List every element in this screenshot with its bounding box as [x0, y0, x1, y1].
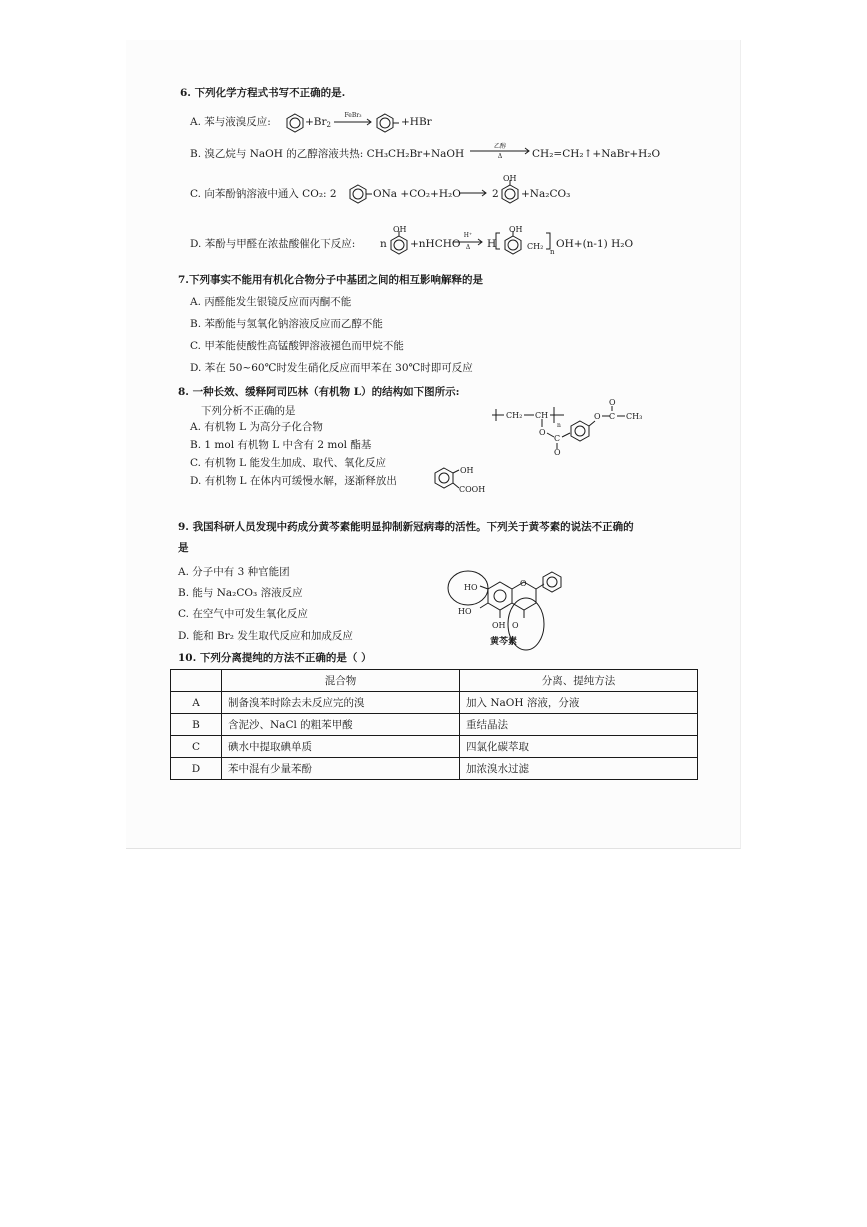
- q6-a-catalyst: FeBr₃: [344, 112, 362, 119]
- q6-stem: 6. 下列化学方程式书写不正确的是.: [180, 87, 346, 99]
- q6-b-arrow: [469, 141, 531, 163]
- struct-ho-1: HO: [464, 583, 478, 592]
- phenol-ring-icon: [389, 231, 411, 257]
- q6-a-reagent: $+Br_2$: [305, 116, 332, 129]
- struct-ch3: CH₃: [626, 412, 643, 421]
- phenol-ring-icon: [500, 180, 522, 206]
- table-cell: 重结晶法: [460, 714, 698, 736]
- struct-c2: C: [609, 412, 616, 421]
- q7-option-d: D. 苯在 50~60℃时发生硝化反应而甲苯在 30℃时即可反应: [190, 362, 473, 374]
- struct-cooh: COOH: [459, 485, 486, 494]
- q7-option-c: C. 甲苯能使酸性高锰酸钾溶液褪色而甲烷不能: [190, 340, 404, 352]
- q6-b-arrow-below: Δ: [497, 153, 503, 160]
- q8-option-c: C. 有机物 L 能发生加成、取代、氧化反应: [190, 457, 386, 469]
- q6-c-mid: ONa +CO₂+H₂O: [373, 188, 461, 200]
- table-cell: 四氯化碳萃取: [460, 736, 698, 758]
- table-cell: A: [171, 692, 222, 714]
- q6-d-oh2: OH: [509, 225, 523, 234]
- table-cell: 加浓溴水过滤: [460, 758, 698, 780]
- q7-option-b: B. 苯酚能与氢氧化钠溶液反应而乙醇不能: [190, 318, 383, 330]
- q6-d-prefix: D. 苯酚与甲醛在浓盐酸催化下反应:: [190, 238, 356, 250]
- struct-ring-o: O: [520, 579, 527, 588]
- q9-option-d: D. 能和 Br₂ 发生取代反应和加成反应: [178, 630, 353, 642]
- table-cell: 碘水中提取碘单质: [222, 736, 460, 758]
- q6-d-arrow: [452, 232, 484, 254]
- table-cell: C: [171, 736, 222, 758]
- q8-option-b: B. 1 mol 有机物 L 中含有 2 mol 酯基: [190, 439, 372, 451]
- q8-option-a: A. 有机物 L 为高分子化合物: [190, 421, 323, 433]
- q10-table: [170, 669, 698, 780]
- table-cell: 含泥沙、NaCl 的粗苯甲酸: [222, 714, 460, 736]
- q6-c-arrow: [458, 183, 488, 199]
- q6-a-product: +HBr: [401, 116, 432, 128]
- table-row: [171, 758, 698, 780]
- table-row: [171, 736, 698, 758]
- q8-sub-stem: 下列分析不正确的是: [201, 405, 296, 417]
- struct-ch: CH: [535, 411, 549, 420]
- struct-name: 黄芩素: [490, 637, 518, 647]
- q6-a-arrow: [333, 112, 373, 128]
- struct-c1: C: [554, 434, 561, 443]
- baicalein-structure: [442, 562, 572, 654]
- q6-d-h: H: [487, 238, 497, 250]
- struct-o4: O: [609, 398, 616, 407]
- salicylic-acid-structure: [432, 464, 492, 496]
- table-header-row: [171, 670, 698, 692]
- q9-stem-line2: 是: [178, 542, 189, 554]
- struct-oh: OH: [492, 621, 506, 630]
- q7-option-a: A. 丙醛能发生银镜反应而丙酮不能: [190, 296, 352, 308]
- q6-d-nsub: n: [550, 248, 555, 256]
- table-cell: 苯中混有少量苯酚: [222, 758, 460, 780]
- benzene-ring-icon: [348, 184, 374, 204]
- q6-c-product: +Na₂CO₃: [521, 188, 571, 200]
- q6-d-arrow-above: H⁺: [463, 232, 473, 239]
- struct-o1: O: [539, 428, 546, 437]
- table-header-cell: 分离、提纯方法: [460, 670, 698, 692]
- polymer-l-structure: [492, 397, 672, 455]
- q7-stem: 7.下列事实不能用有机化合物分子中基团之间的相互影响解释的是: [178, 274, 483, 286]
- q6-a-prefix: A. 苯与液溴反应:: [190, 116, 271, 128]
- table-cell: B: [171, 714, 222, 736]
- table-cell: D: [171, 758, 222, 780]
- q6-c-oh: OH: [503, 174, 517, 183]
- struct-n: n: [557, 422, 561, 429]
- q6-b-product: CH₂=CH₂↑+NaBr+H₂O: [532, 148, 661, 160]
- q9-option-c: C. 在空气中可发生氧化反应: [178, 608, 308, 620]
- q6-d-oh: OH: [393, 225, 407, 234]
- struct-ch2: CH₂: [506, 411, 523, 420]
- benzene-ring-icon: [285, 113, 305, 133]
- struct-oh: OH: [460, 466, 474, 475]
- q6-d-tail: OH+(n-1) H₂O: [556, 238, 634, 250]
- q6-d-n: n: [380, 238, 387, 250]
- left-bracket-icon: [495, 232, 501, 250]
- table-row: [171, 692, 698, 714]
- q6-d-arrow-below: Δ: [465, 244, 471, 251]
- q6-d-mid: +nHCHO: [410, 238, 461, 250]
- q6-b-text: B. 溴乙烷与 NaOH 的乙醇溶液共热: CH₃CH₂Br+NaOH: [190, 148, 465, 160]
- struct-ho-2: HO: [458, 607, 472, 616]
- q6-b-arrow-above: 乙醇: [493, 143, 506, 150]
- struct-o3: O: [594, 412, 601, 421]
- q9-option-b: B. 能与 Na₂CO₃ 溶液反应: [178, 587, 303, 599]
- table-header-cell: [171, 670, 222, 692]
- q6-d-ch2: CH₂: [527, 242, 544, 251]
- table-header-cell: 混合物: [222, 670, 460, 692]
- q6-c-prefix: C. 向苯酚钠溶液中通入 CO₂: 2: [190, 188, 337, 200]
- table-row: [171, 714, 698, 736]
- q8-stem: 8. 一种长效、缓释阿司匹林（有机物 L）的结构如下图所示:: [178, 386, 460, 398]
- table-cell: 加入 NaOH 溶液，分液: [460, 692, 698, 714]
- q10-stem: 10. 下列分离提纯的方法不正确的是（ ）: [178, 652, 372, 664]
- q9-option-a: A. 分子中有 3 种官能团: [178, 566, 290, 578]
- phenol-ring-icon: [503, 231, 525, 257]
- q9-stem-line1: 9. 我国科研人员发现中药成分黄芩素能明显抑制新冠病毒的活性。下列关于黄芩素的说法不正确的: [178, 521, 634, 533]
- q6-c-coef: 2: [492, 188, 499, 200]
- q8-option-d: D. 有机物 L 在体内可缓慢水解，逐渐释放出: [190, 475, 397, 487]
- struct-o2: O: [554, 448, 561, 457]
- struct-carbonyl-o: O: [512, 621, 519, 630]
- table-cell: 制备溴苯时除去未反应完的溴: [222, 692, 460, 714]
